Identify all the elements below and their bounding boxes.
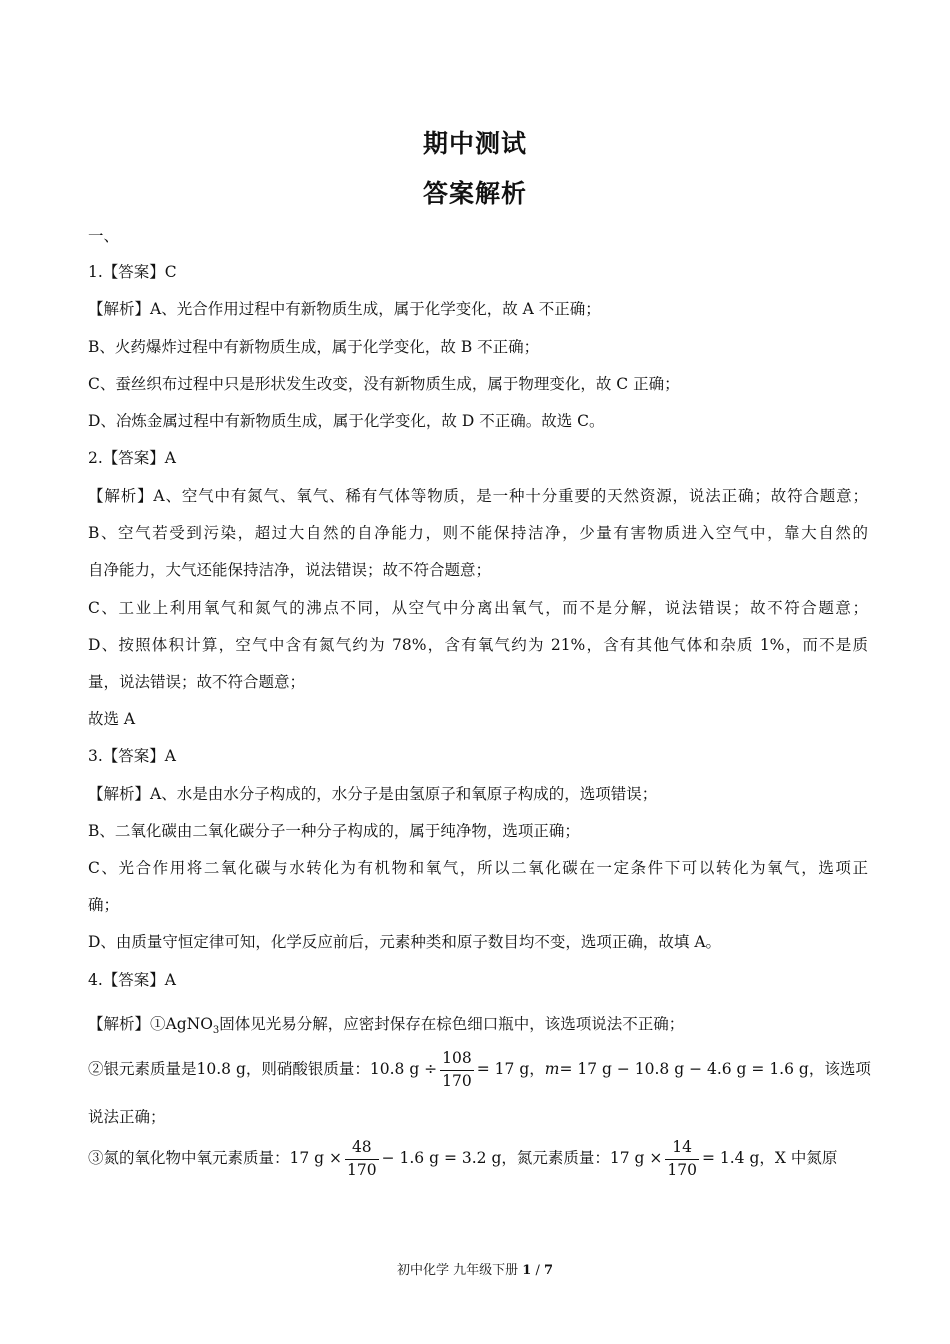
- equation-line: ②银元素质量是10.8 g，则硝酸银质量：10.8 g ÷ $\frac{108}{170}$ = 17 g，m= 17 g − 10.8 g − 4.6 g = 1.6 g，该选项: [88, 1049, 871, 1090]
- fraction: $\frac{48}{170}$: [347, 1138, 377, 1179]
- page-title: 期中测试: [422, 129, 527, 158]
- analysis-line: D、冶炼金属过程中有新物质生成，属于化学变化，故 D 不正确。故选 C。: [88, 412, 605, 430]
- page-subtitle: 答案解析: [422, 179, 527, 208]
- analysis-line: C、工业上利用氧气和氮气的沸点不同，从空气中分离出氧气，而不是分解，说法错误；故不符合题意；: [88, 599, 868, 617]
- answer-q3: 3.【答案】A: [88, 747, 176, 765]
- page-total: 7: [543, 1263, 554, 1278]
- analysis-line: 【解析】A、光合作用过程中有新物质生成，属于化学变化，故 A 不正确；: [88, 300, 601, 318]
- analysis-line: B、空气若受到污染，超过大自然的自净能力，则不能保持洁净，少量有害物质进入空气中，靠大自然的: [88, 524, 868, 542]
- analysis-line: B、二氧化碳由二氧化碳分子一种分子构成的，属于纯净物，选项正确；: [88, 822, 580, 840]
- analysis-line: B、火药爆炸过程中有新物质生成，属于化学变化，故 B 不正确；: [88, 338, 540, 356]
- variable-m: m: [544, 1060, 560, 1078]
- analysis-line: 自净能力，大气还能保持洁净，说法错误；故不符合题意；: [88, 561, 492, 579]
- analysis-line: C、蚕丝织布过程中只是形状发生改变，没有新物质生成，属于物理变化，故 C 正确；: [88, 375, 680, 393]
- analysis-line: [88, 1014, 868, 1041]
- analysis-line: D、按照体积计算，空气中含有氮气约为 78%，含有氧气约为 21%，含有其他气体和杂质 1%，而不是质: [88, 636, 869, 654]
- section-heading: 一、: [88, 227, 120, 245]
- fraction: $\frac{14}{170}$: [667, 1138, 697, 1179]
- analysis-line: 【解析】A、空气中有氮气、氧气、稀有气体等物质，是一种十分重要的天然资源，说法正确；故符合题意；: [88, 487, 868, 505]
- answer-q4: 4.【答案】A: [88, 971, 176, 989]
- analysis-label: 【解析】①: [88, 1015, 166, 1033]
- analysis-conclusion: 故选 A: [88, 710, 136, 728]
- analysis-text: 固体见光易分解，应密封保存在棕色细口瓶中，该选项说法不正确；: [219, 1015, 685, 1033]
- equation-line: ③氮的氧化物中氧元素质量：17 g × $\frac{48}{170}$ − 1.6 g = 3.2 g，氮元素质量：17 g × $\frac{14}{170}$ = 1.4 g，X 中氮原: [88, 1138, 838, 1179]
- analysis-line: D、由质量守恒定律可知，化学反应前后，元素种类和原子数目均不变，选项正确，故填 A。: [88, 933, 722, 951]
- page-footer: [0, 1259, 950, 1278]
- page-separator: /: [535, 1263, 540, 1278]
- analysis-line: C、光合作用将二氧化碳与水转化为有机物和氧气，所以二氧化碳在一定条件下可以转化为氧气，选项正: [88, 859, 868, 877]
- analysis-line: 【解析】A、水是由水分子构成的，水分子是由氢原子和氧原子构成的，选项错误；: [88, 785, 658, 803]
- chem-formula: AgNO$_3$: [165, 1015, 220, 1037]
- analysis-line: 说法正确；: [88, 1108, 166, 1126]
- footer-course: 初中化学 九年级下册: [396, 1263, 519, 1278]
- analysis-line: 确；: [88, 896, 120, 914]
- answer-q2: 2.【答案】A: [88, 449, 176, 467]
- answer-q1: 1.【答案】C: [88, 263, 177, 281]
- page-number: 1: [522, 1263, 532, 1278]
- fraction: $\frac{108}{170}$: [442, 1049, 472, 1090]
- analysis-line: 量，说法错误；故不符合题意；: [88, 673, 306, 691]
